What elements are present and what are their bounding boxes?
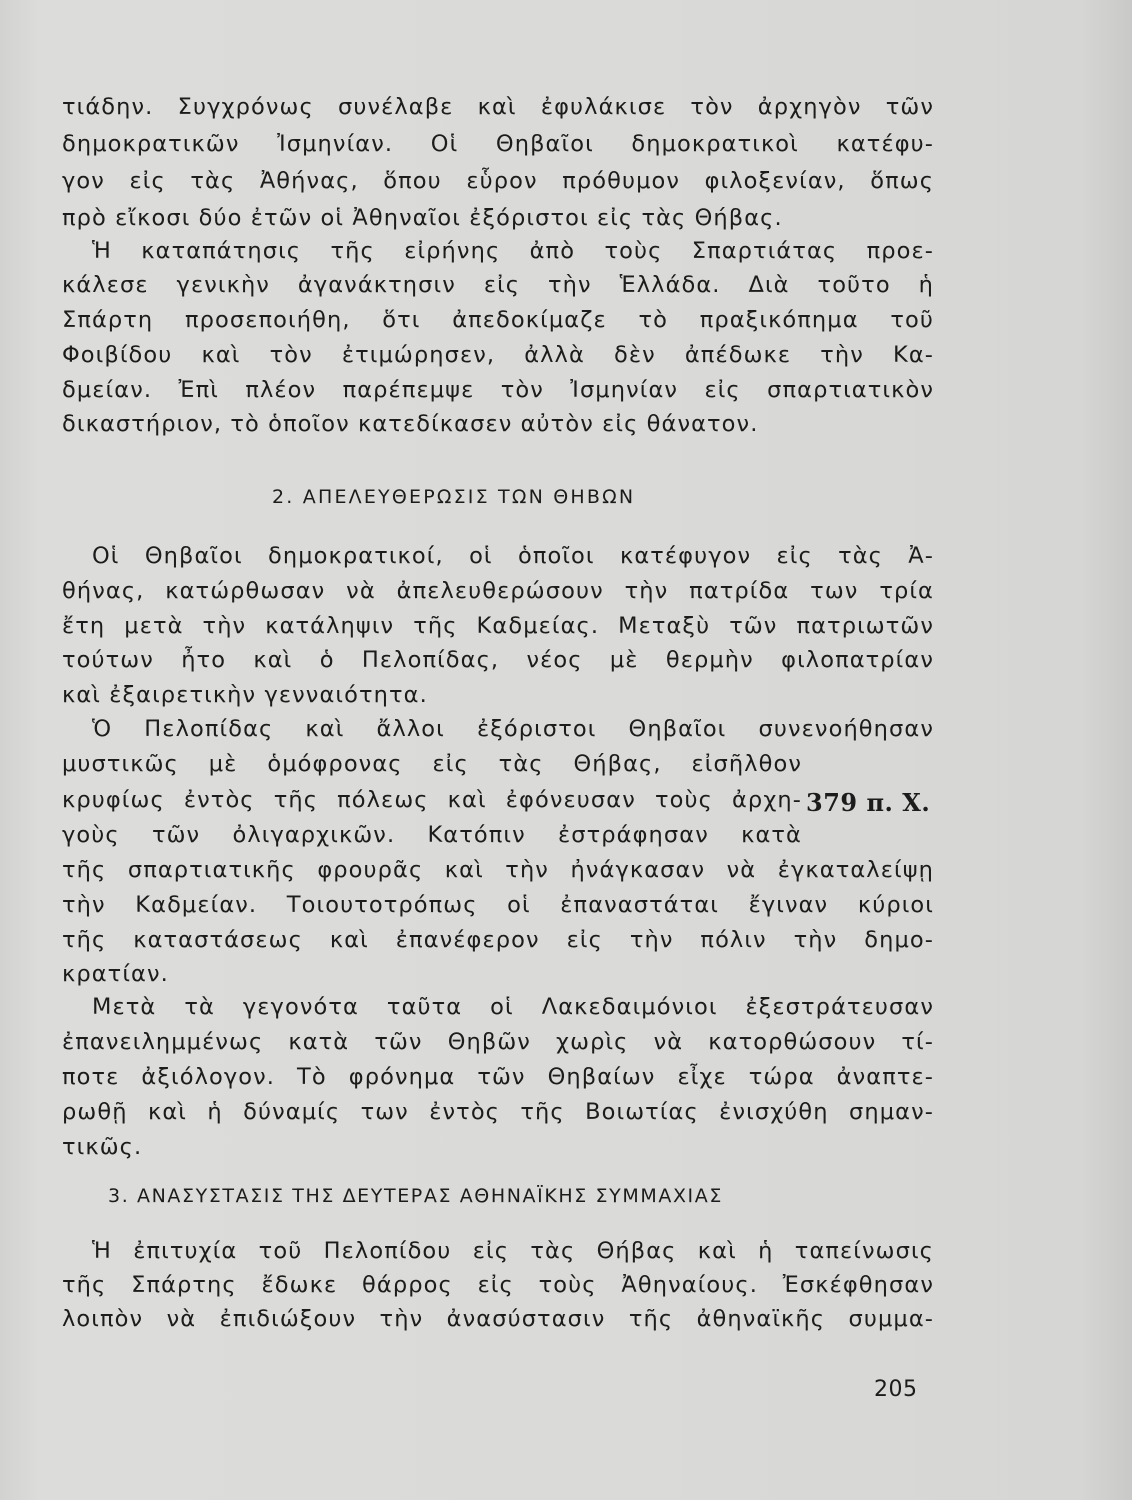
text-line: Ἡ καταπάτησις τῆς εἰρήνης ἀπὸ τοὺς Σπαρτιάτας προε- bbox=[92, 238, 934, 264]
text-line: Ἡ ἐπιτυχία τοῦ Πελοπίδου εἰς τὰς Θήβας καὶ ἡ ταπείνωσις bbox=[92, 1238, 934, 1264]
text-line: τικῶς. bbox=[62, 1134, 143, 1160]
text-line: ρωθῇ καὶ ἡ δύναμίς των ἐντὸς τῆς Βοιωτίας ἐνισχύθη σημαν- bbox=[62, 1099, 934, 1125]
text-line: κρατίαν. bbox=[62, 961, 169, 987]
text-line: δικαστήριον, τὸ ὁποῖον κατεδίκασεν αὐτὸν εἰς θάνατον. bbox=[62, 411, 759, 437]
margin-date-note: 379 π. Χ. bbox=[806, 788, 931, 817]
text-line: ποτε ἀξιόλογον. Τὸ φρόνημα τῶν Θηβαίων εἶχε τώρα ἀναπτε- bbox=[62, 1064, 934, 1090]
text-line: μυστικῶς μὲ ὁμόφρονας εἰς τὰς Θήβας, εἰσῆλθον bbox=[62, 751, 802, 777]
text-line: Ὁ Πελοπίδας καὶ ἄλλοι ἐξόριστοι Θηβαῖοι συνενοήθησαν bbox=[92, 716, 934, 742]
text-line: δημοκρατικῶν Ἰσμηνίαν. Οἱ Θηβαῖοι δημοκρατικοὶ κατέφυ- bbox=[62, 131, 934, 157]
text-line: ἔτη μετὰ τὴν κατάληψιν τῆς Καδμείας. Μεταξὺ τῶν πατριωτῶν bbox=[62, 613, 934, 639]
text-line: πρὸ εἴκοσι δύο ἐτῶν οἱ Ἀθηναῖοι ἐξόριστοι εἰς τὰς Θήβας. bbox=[62, 205, 783, 231]
text-line: ἐπανειλημμένως κατὰ τῶν Θηβῶν χωρὶς νὰ κατορθώσουν τί- bbox=[62, 1029, 934, 1055]
text-line: κάλεσε γενικὴν ἀγανάκτησιν εἰς τὴν Ἑλλάδα. Διὰ τοῦτο ἡ bbox=[62, 272, 934, 298]
section-heading: 3. ΑΝΑΣΥΣΤΑΣΙΣ ΤΗΣ ΔΕΥΤΕΡΑΣ ΑΘΗΝΑΪΚΗΣ ΣΥΜΜΑΧΙΑΣ bbox=[108, 1185, 723, 1207]
page-number: 205 bbox=[874, 1377, 918, 1402]
text-line: Σπάρτη προσεποιήθη, ὅτι ἀπεδοκίμαζε τὸ πραξικόπημα τοῦ bbox=[62, 307, 934, 333]
text-line: θήνας, κατώρθωσαν νὰ ἀπελευθερώσουν τὴν πατρίδα των τρία bbox=[62, 578, 934, 604]
text-line: τούτων ἦτο καὶ ὁ Πελοπίδας, νέος μὲ θερμὴν φιλοπατρίαν bbox=[62, 647, 934, 673]
text-line: τῆς σπαρτιατικῆς φρουρᾶς καὶ τὴν ἠνάγκασαν νὰ ἐγκαταλείψῃ bbox=[62, 857, 934, 883]
text-line: δμείαν. Ἐπὶ πλέον παρέπεμψε τὸν Ἰσμηνίαν εἰς σπαρτιατικὸν bbox=[62, 377, 934, 403]
text-line: τῆς Σπάρτης ἔδωκε θάρρος εἰς τοὺς Ἀθηναίους. Ἐσκέφθησαν bbox=[62, 1272, 934, 1298]
text-line: τῆς καταστάσεως καὶ ἐπανέφερον εἰς τὴν πόλιν τὴν δημο- bbox=[62, 927, 934, 953]
section-heading: 2. ΑΠΕΛΕΥΘΕΡΩΣΙΣ ΤΩΝ ΘΗΒΩΝ bbox=[272, 486, 636, 508]
text-line: λοιπὸν νὰ ἐπιδιώξουν τὴν ἀνασύστασιν τῆς ἀθηναϊκῆς συμμα- bbox=[62, 1306, 934, 1332]
text-line: τὴν Καδμείαν. Τοιουτοτρόπως οἱ ἐπαναστάται ἔγιναν κύριοι bbox=[62, 892, 934, 918]
text-line: Οἱ Θηβαῖοι δημοκρατικοί, οἱ ὁποῖοι κατέφυγον εἰς τὰς Ἀ- bbox=[92, 543, 934, 569]
text-line: τιάδην. Συγχρόνως συνέλαβε καὶ ἐφυλάκισε τὸν ἀρχηγὸν τῶν bbox=[62, 94, 934, 120]
text-line: Μετὰ τὰ γεγονότα ταῦτα οἱ Λακεδαιμόνιοι ἐξεστράτευσαν bbox=[92, 994, 934, 1020]
text-line: γοὺς τῶν ὀλιγαρχικῶν. Κατόπιν ἐστράφησαν κατὰ bbox=[62, 822, 802, 848]
text-line: καὶ ἐξαιρετικὴν γενναιότητα. bbox=[62, 682, 428, 708]
text-line: κρυφίως ἐντὸς τῆς πόλεως καὶ ἐφόνευσαν τοὺς ἀρχη- bbox=[62, 787, 802, 813]
text-line: γον εἰς τὰς Ἀθήνας, ὅπου εὗρον πρόθυμον φιλοξενίαν, ὅπως bbox=[62, 168, 934, 194]
text-line: Φοιβίδου καὶ τὸν ἐτιμώρησεν, ἀλλὰ δὲν ἀπέδωκε τὴν Κα- bbox=[62, 342, 934, 368]
